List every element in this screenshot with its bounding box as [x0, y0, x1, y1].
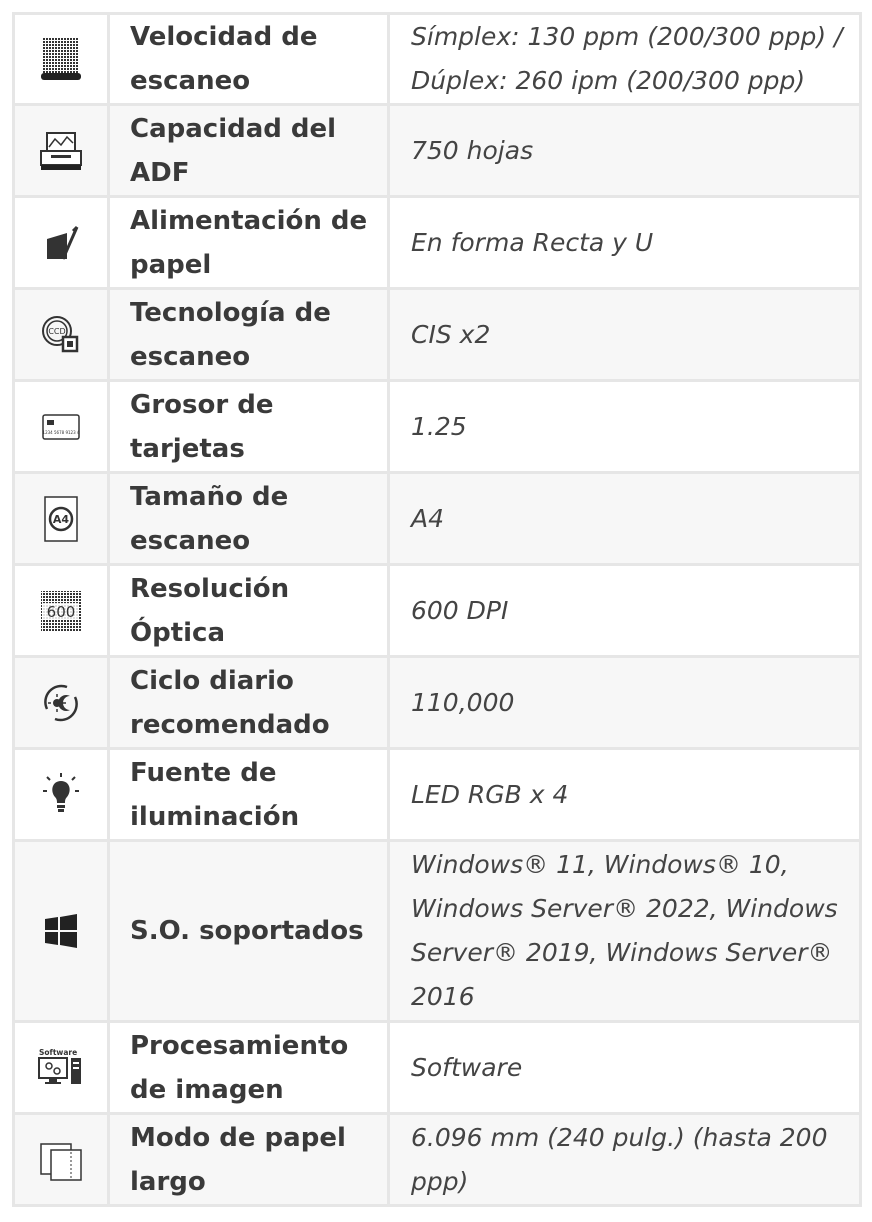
- card-icon-text: 1234 5678 9123 4: [42, 429, 80, 435]
- spec-value: A4: [389, 473, 861, 565]
- spec-row-supported-os: [14, 841, 861, 1022]
- spec-value: Windows® 11, Windows® 10, Windows Server® 2022, Windows Server® 2019, Windows Server® 2016: [389, 841, 861, 1022]
- scan-speed-icon: [37, 35, 85, 83]
- spec-value: 110,000: [389, 657, 861, 749]
- spec-label: Alimentación de papel: [109, 197, 389, 289]
- spec-value: En forma Recta y U: [389, 197, 861, 289]
- spec-label: Modo de papel largo: [109, 1114, 389, 1206]
- spec-label: Fuente de iluminación: [109, 749, 389, 841]
- specifications-table: [12, 12, 862, 1207]
- spec-row-scan-technology: [14, 289, 861, 381]
- spec-value: CIS x2: [389, 289, 861, 381]
- spec-row-daily-cycle: [14, 657, 861, 749]
- spec-value: 750 hojas: [389, 105, 861, 197]
- spec-value: LED RGB x 4: [389, 749, 861, 841]
- spec-row-scan-speed: [14, 14, 861, 105]
- spec-row-scan-size: [14, 473, 861, 565]
- spec-row-optical-resolution: [14, 565, 861, 657]
- spec-label: Procesamiento de imagen: [109, 1022, 389, 1114]
- dpi-icon-text: 600: [46, 602, 76, 621]
- spec-label: Grosor de tarjetas: [109, 381, 389, 473]
- spec-label: Velocidad de escaneo: [109, 14, 389, 105]
- a4-size-icon: [37, 495, 85, 543]
- software-icon-text: Software: [39, 1047, 78, 1057]
- spec-value: Software: [389, 1022, 861, 1114]
- spec-value: 6.096 mm (240 pulg.) (hasta 200 ppp): [389, 1114, 861, 1206]
- light-bulb-icon: [37, 771, 85, 819]
- a4-icon-text: A4: [52, 512, 70, 526]
- spec-row-light-source: [14, 749, 861, 841]
- spec-row-card-thickness: [14, 381, 861, 473]
- card-thickness-icon: [37, 403, 85, 451]
- adf-capacity-icon: [37, 127, 85, 175]
- paper-feed-icon: [37, 219, 85, 267]
- daily-cycle-icon: [37, 679, 85, 727]
- ccd-scan-technology-icon: [37, 311, 85, 359]
- spec-label: Ciclo diario recomendado: [109, 657, 389, 749]
- ccd-icon-text: CCD: [48, 326, 66, 336]
- spec-row-image-processing: [14, 1022, 861, 1114]
- long-paper-mode-icon: [37, 1136, 85, 1184]
- spec-value: 1.25: [389, 381, 861, 473]
- spec-label: S.O. soportados: [109, 841, 389, 1022]
- spec-row-adf-capacity: [14, 105, 861, 197]
- spec-value: 600 DPI: [389, 565, 861, 657]
- windows-logo-icon: [37, 907, 85, 955]
- spec-row-paper-feed: [14, 197, 861, 289]
- spec-label: Tecnología de escaneo: [109, 289, 389, 381]
- spec-row-long-paper-mode: [14, 1114, 861, 1206]
- spec-label: Resolución Óptica: [109, 565, 389, 657]
- spec-label: Tamaño de escaneo: [109, 473, 389, 565]
- spec-value: Símplex: 130 ppm (200/300 ppp) / Dúplex: 260 ipm (200/300 ppp): [389, 14, 861, 105]
- software-image-processing-icon: [37, 1044, 85, 1092]
- 600-dpi-resolution-icon: [37, 587, 85, 635]
- spec-label: Capacidad del ADF: [109, 105, 389, 197]
